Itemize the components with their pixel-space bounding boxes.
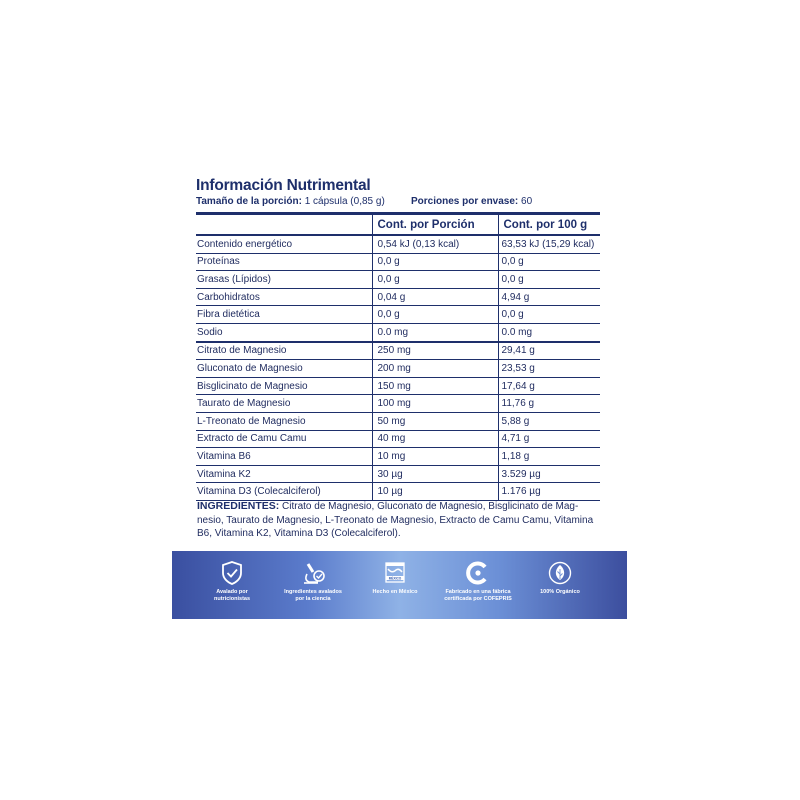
nutrient-name-cell: Vitamina B6 [196,448,372,466]
nutrition-facts-panel [196,177,600,501]
table-row [196,342,600,360]
table-header-row [196,215,600,235]
per-100g-cell: 23,53 g [498,360,600,378]
nutrient-name-cell: Proteínas [196,253,372,271]
serving-size-value: 1 cápsula (0,85 g) [304,196,385,207]
per-100g-cell: 0,0 g [498,306,600,324]
per-serving-cell: 0,04 g [372,288,498,306]
table-row [196,448,600,466]
serving-size-label: Tamaño de la porción: [196,196,302,207]
per-100g-cell: 17,64 g [498,377,600,395]
badge-cofepris [438,561,518,602]
badge-label-2: Hecho en México [372,589,418,595]
ingredients-text [197,500,601,541]
leaf-icon [548,561,572,585]
per-serving-cell: 250 mg [372,342,498,360]
nutrient-name-cell: Fibra dietética [196,306,372,324]
cofepris-c-icon [466,561,490,585]
nutrition-title: Información Nutrimental [196,177,371,194]
nutrient-name-cell: Citrato de Magnesio [196,342,372,360]
per-100g-cell: 1.176 µg [498,483,600,501]
nutrient-name-cell: Vitamina D3 (Colecalciferol) [196,483,372,501]
nutrient-name-cell: L-Treonato de Magnesio [196,412,372,430]
table-row [196,235,600,253]
per-100g-cell: 29,41 g [498,342,600,360]
per-serving-cell: 30 µg [372,465,498,483]
table-row [196,430,600,448]
table-row [196,412,600,430]
header-per-serving: Cont. por Porción [372,215,498,235]
nutrient-name-cell: Contenido energético [196,235,372,253]
table-row [196,271,600,289]
badge-label-3: Fabricado en una fábrica certificada por COFEPRIS [444,589,512,602]
table-row [196,483,600,501]
portions-value: 60 [521,196,533,207]
svg-text:MÉXICO: MÉXICO [388,576,402,581]
nutrient-name-cell: Gluconato de Magnesio [196,360,372,378]
ingredients-list: Citrato de Magnesio, Gluconato de Magnesio, Bisglicinato de Mag-nesio, Taurato de Magnesio, L-Treonato de Magnesio, Extracto de Camu Camu, Vitamina B6, Vitamina K2, Vitamina D3 (Colecalciferol). [197,501,594,539]
badge-label-1: Ingredientes avalados por la ciencia [284,589,342,602]
certification-banner [172,551,627,619]
nutrient-name-cell: Extracto de Camu Camu [196,430,372,448]
badge-organico [520,561,600,596]
per-serving-cell: 100 mg [372,395,498,413]
table-row [196,323,600,341]
shield-check-icon [221,561,243,585]
nutrition-table [196,215,600,501]
per-100g-cell: 0,0 g [498,253,600,271]
badge-nutricionistas [192,561,272,602]
nutrient-name-cell: Vitamina K2 [196,465,372,483]
per-100g-cell: 4,94 g [498,288,600,306]
badge-label-4: 100% Orgánico [540,589,580,595]
per-serving-cell: 200 mg [372,360,498,378]
table-row [196,395,600,413]
per-serving-cell: 50 mg [372,412,498,430]
header-nutrient [196,215,372,235]
portions-label: Porciones por envase: [411,196,519,207]
per-serving-cell: 0,0 g [372,253,498,271]
per-serving-cell: 0.0 mg [372,323,498,341]
microscope-icon [300,561,326,585]
per-100g-cell: 11,76 g [498,395,600,413]
serving-size [196,196,385,207]
per-serving-cell: 40 mg [372,430,498,448]
table-row [196,306,600,324]
table-row [196,288,600,306]
per-serving-cell: 150 mg [372,377,498,395]
nutrient-name-cell: Grasas (Lípidos) [196,271,372,289]
header-per-100g: Cont. por 100 g [498,215,600,235]
badge-label-0: Avalado por nutricionistas [213,589,251,602]
per-serving-cell: 0,0 g [372,271,498,289]
per-serving-cell: 0,54 kJ (0,13 kcal) [372,235,498,253]
nutrient-name-cell: Bisglicinato de Magnesio [196,377,372,395]
table-row [196,360,600,378]
nutrient-name-cell: Carbohidratos [196,288,372,306]
per-serving-cell: 10 µg [372,483,498,501]
mexico-flag-icon [383,561,407,585]
ingredients-label: INGREDIENTES: [197,500,280,512]
table-row [196,465,600,483]
per-100g-cell: 1,18 g [498,448,600,466]
per-100g-cell: 0,0 g [498,271,600,289]
badge-mexico [355,561,435,596]
nutrient-name-cell: Taurato de Magnesio [196,395,372,413]
nutrient-name-cell: Sodio [196,323,372,341]
per-serving-cell: 0,0 g [372,306,498,324]
per-100g-cell: 0.0 mg [498,323,600,341]
per-100g-cell: 5,88 g [498,412,600,430]
per-100g-cell: 4,71 g [498,430,600,448]
serving-info [196,196,600,210]
table-row [196,253,600,271]
table-row [196,377,600,395]
per-100g-cell: 3.529 µg [498,465,600,483]
per-serving-cell: 10 mg [372,448,498,466]
badge-ciencia [273,561,353,602]
per-100g-cell: 63,53 kJ (15,29 kcal) [498,235,600,253]
portions-per-package [411,196,532,207]
